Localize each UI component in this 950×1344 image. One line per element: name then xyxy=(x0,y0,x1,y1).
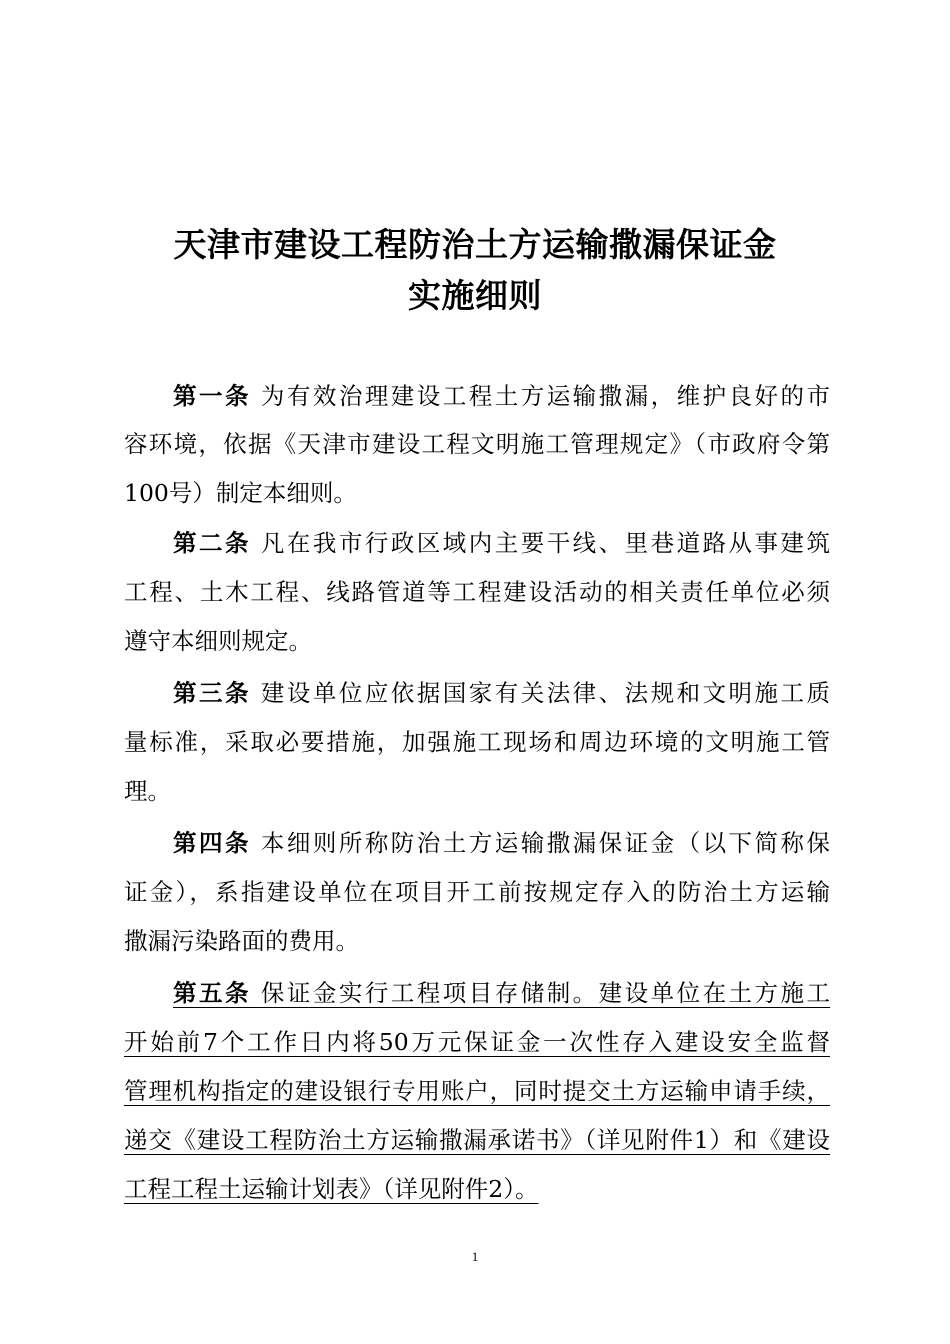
article-label: 第三条 xyxy=(173,679,251,707)
document-title-line-1: 天津市建设工程防治土方运输撒漏保证金 xyxy=(173,225,777,264)
article-5-line-4: 递交《建设工程防治土方运输撒漏承诺书》（详见附件1）和《建设 xyxy=(124,1126,830,1154)
article-label: 第二条 xyxy=(173,529,251,557)
article-1-line-3: 100号）制定本细则。 xyxy=(124,479,357,507)
article-label: 第四条 xyxy=(173,829,251,857)
article-2-line-1: 第二条 凡在我市行政区域内主要干线、里巷道路从事建筑 xyxy=(173,529,830,557)
article-3-line-1: 第三条 建设单位应依据国家有关法律、法规和文明施工质 xyxy=(173,679,830,707)
article-4-line-2: 证金），系指建设单位在项目开工前按规定存入的防治土方运输 xyxy=(124,878,830,906)
article-label: 第一条 xyxy=(173,382,251,410)
article-2-line-3: 遵守本细则规定。 xyxy=(124,627,312,655)
page-number: 1 xyxy=(471,1249,479,1264)
document-title-line-2: 实施细则 xyxy=(408,276,542,315)
article-1-line-2: 容环境，依据《天津市建设工程文明施工管理规定》（市政府令第 xyxy=(124,430,830,458)
article-5-line-2: 开始前7个工作日内将50万元保证金一次性存入建设安全监督 xyxy=(124,1028,830,1056)
article-4-line-1: 第四条 本细则所称防治土方运输撒漏保证金（以下简称保 xyxy=(173,829,830,857)
article-5-line-3: 管理机构指定的建设银行专用账户，同时提交土方运输申请手续， xyxy=(124,1077,830,1105)
article-2-line-2: 工程、土木工程、线路管道等工程建设活动的相关责任单位必须 xyxy=(124,578,830,606)
article-label: 第五条 xyxy=(173,979,251,1007)
article-5-line-5: 工程工程土运输计划表》（详见附件2）。 xyxy=(124,1175,539,1203)
article-1-line-1: 第一条 为有效治理建设工程土方运输撒漏，维护良好的市 xyxy=(173,382,830,410)
article-3-line-3: 理。 xyxy=(124,777,171,805)
article-5-line-1: 第五条 保证金实行工程项目存储制。建设单位在土方施工 xyxy=(173,979,830,1007)
article-3-line-2: 量标准，采取必要措施，加强施工现场和周边环境的文明施工管 xyxy=(124,728,830,756)
article-4-line-3: 撒漏污染路面的费用。 xyxy=(124,927,359,955)
